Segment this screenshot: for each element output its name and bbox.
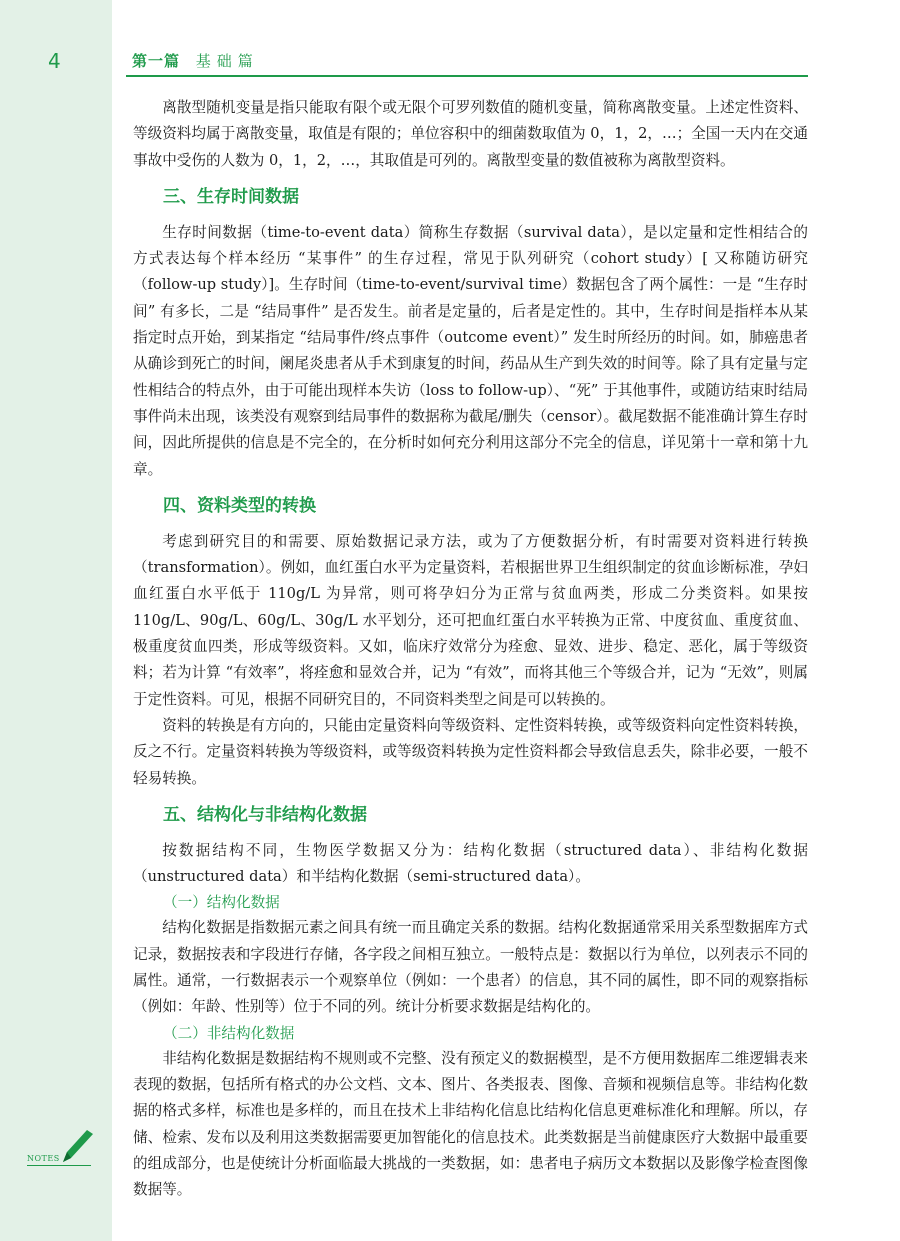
margin-strip — [0, 0, 112, 1241]
notes-label: NOTES — [27, 1154, 60, 1163]
paragraph: 结构化数据是指数据元素之间具有统一而且确定关系的数据。结构化数据通常采用关系型数据库方式记录，数据按表和字段进行存储，各字段之间相互独立。一般特点是：数据以行为单位，以列表示不同的属性。通常，一行数据表示一个观察单位（例如：一个患者）的信息，其不同的属性，即不同的观察指标（例如：年龄、性别等）位于不同的列。统计分析要求数据是结构化的。 — [133, 919, 808, 1016]
section-title: 五、结构化与非结构化数据 — [163, 804, 367, 825]
paragraph: 非结构化数据是数据结构不规则或不完整、没有预定义的数据模型，是不方便用数据库二维逻辑表来表现的数据，包括所有格式的办公文档、文本、图片、各类报表、图像、音频和视频信息等。非结构化数据的格式多样，标准也是多样的，而且在技术上非结构化信息比结构化信息更难标准化和理解。所以，存储、检索、发布以及利用这类数据需要更加智能化的信息技术。此类数据是当前健康医疗大数据中最重要的组成部分，也是使统计分析面临最大挑战的一类数据，如：患者电子病历文本数据以及影像学检查图像数据等。 — [133, 1049, 808, 1199]
notes-marker — [27, 1132, 97, 1172]
part-label: 第一篇 — [132, 52, 181, 70]
notes-line — [27, 1165, 91, 1166]
running-head — [132, 50, 259, 71]
paragraph: 资料的转换是有方向的，只能由定量资料向等级资料、定性资料转换，或等级资料向定性资料转换，反之不行。定量资料转换为等级资料，或等级资料转换为定性资料都会导致信息丢失，除非必要，一般不轻易转换。 — [133, 716, 808, 787]
header-rule — [126, 75, 808, 77]
pen-icon — [57, 1126, 97, 1166]
paragraph: 按数据结构不同，生物医学数据又分为：结构化数据（structured data）、非结构化数据（unstructured data）和半结构化数据（semi-structured data）。 — [133, 841, 808, 886]
paragraph: 离散型随机变量是指只能取有限个或无限个可罗列数值的随机变量，简称离散变量。上述定性资料、等级资料均属于离散变量，取值是有限的；单位容积中的细菌数取值为 0，1，2，…；全国一天内在交通事故中受伤的人数为 0，1，2，…，其取值是可列的。离散型变量的数值被称为离散型资料。 — [133, 99, 808, 169]
subsection-title: （二）非结构化数据 — [163, 1024, 295, 1042]
section-title: 三、生存时间数据 — [163, 186, 299, 207]
page-content — [133, 95, 808, 1203]
part-title: 基础篇 — [195, 52, 259, 70]
subsection-title: （一）结构化数据 — [163, 894, 280, 912]
section-title: 四、资料类型的转换 — [163, 495, 316, 516]
page-number: 4 — [48, 49, 61, 73]
paragraph: 生存时间数据（time-to-event data）简称生存数据（survival data），是以定量和定性相结合的方式表达每个样本经历 “某事件” 的生存过程，常见于队列研究（cohort study）[ 又称随访研究（follow-up study）]。生存时间（time-to-event/survival time）数据包含了两个属性：一是 “生存时间” 有多长，二是 “结局事件” 是否发生。前者是定量的，后者是定性的。其中，生存时间是指样本从某指定时点开始，到某指定 “结局事件/终点事件（outcome event）” 发生时所经历的时间。如，肺癌患者从确诊到死亡的时间，阑尾炎患者从手术到康复的时间，药品从生产到失效的时间等。除了具有定量与定性相结合的特点外，由于可能出现样本失访（loss to follow-up）、“死” 于其他事件，或随访结束时结局事件尚未出现，该类没有观察到结局事件的数据称为截尾/删失（censor）。截尾数据不能准确计算生存时间，因此所提供的信息是不完全的，在分析时如何充分利用这部分不完全的信息，详见第十一章和第十九章。 — [133, 223, 808, 478]
paragraph: 考虑到研究目的和需要、原始数据记录方法，或为了方便数据分析，有时需要对资料进行转换（transformation）。例如，血红蛋白水平为定量资料，若根据世界卫生组织制定的贫血诊断标准，孕妇血红蛋白水平低于 110g/L 为异常，则可将孕妇分为正常与贫血两类，形成二分类资料。如果按 110g/L、90g/L、60g/L、30g/L 水平划分，还可把血红蛋白水平转换为正常、中度贫血、重度贫血、极重度贫血四类，形成等级资料。又如，临床疗效常分为痊愈、显效、进步、稳定、恶化，属于等级资料；若为计算 “有效率”，将痊愈和显效合并，记为 “有效”，而将其他三个等级合并，记为 “无效”，则属于定性资料。可见，根据不同研究目的，不同资料类型之间是可以转换的。 — [133, 532, 808, 708]
